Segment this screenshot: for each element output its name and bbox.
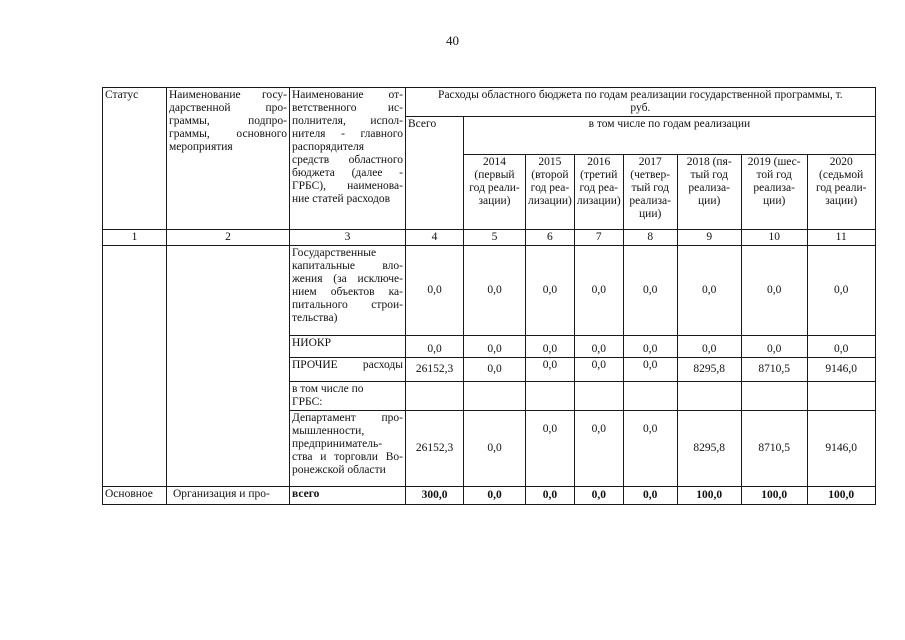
value-cell: 0,0 xyxy=(464,336,526,358)
header-executor: Наименование от- ветственного ис- полнителя, испол- нителя - главного распорядителя средств областного бюджета (далее - ГРБС), наименова- ние статей расходов xyxy=(290,88,406,230)
header-year-2019: 2019 (шес- той год реализа- ции) xyxy=(741,155,807,230)
col-number: 3 xyxy=(290,230,406,246)
value-cell: 0,0 xyxy=(677,336,741,358)
row-label: всего xyxy=(290,487,406,505)
value-cell: 0,0 xyxy=(623,336,677,358)
page-number: 40 xyxy=(446,33,459,48)
value-cell xyxy=(406,382,464,411)
row-label: НИОКР xyxy=(290,336,406,358)
value-cell: 0,0 xyxy=(464,358,526,382)
status-cell-empty xyxy=(103,246,167,487)
header-program-name: Наименование госу- дарственной про- граммы, подпро- граммы, основного мероприятия xyxy=(167,88,290,230)
value-cell xyxy=(464,382,526,411)
value-cell xyxy=(526,382,575,411)
value-cell: 9146,0 xyxy=(807,411,875,487)
value-cell: 0,0 xyxy=(526,411,575,487)
row-label: Департамент про- мышленности, предприниматель- ства и торговли Во- ронежской области xyxy=(290,411,406,487)
header-year-2020: 2020 (седьмой год реали- зации) xyxy=(807,155,875,230)
header-year-2016: 2016 (третий год реа- лизации) xyxy=(574,155,623,230)
value-cell: 0,0 xyxy=(526,358,575,382)
value-cell xyxy=(741,382,807,411)
value-cell: 0,0 xyxy=(623,358,677,382)
value-cell: 0,0 xyxy=(464,246,526,336)
col-number: 9 xyxy=(677,230,741,246)
header-by-years: в том числе по годам реализации xyxy=(464,117,876,155)
row-label: в том числе по ГРБС: xyxy=(290,382,406,411)
value-cell: 100,0 xyxy=(807,487,875,505)
col-number: 6 xyxy=(526,230,575,246)
value-cell xyxy=(623,382,677,411)
col-number: 10 xyxy=(741,230,807,246)
col-number: 5 xyxy=(464,230,526,246)
value-cell: 0,0 xyxy=(406,246,464,336)
header-total: Всего xyxy=(406,117,464,230)
value-cell: 0,0 xyxy=(526,336,575,358)
value-cell: 0,0 xyxy=(406,336,464,358)
value-cell: 0,0 xyxy=(623,411,677,487)
status-cell: Основное xyxy=(103,487,167,505)
table-row xyxy=(103,246,876,336)
col-number: 8 xyxy=(623,230,677,246)
value-cell xyxy=(807,382,875,411)
program-cell: Организация и про- xyxy=(167,487,290,505)
value-cell: 0,0 xyxy=(623,246,677,336)
col-number: 11 xyxy=(807,230,875,246)
value-cell: 100,0 xyxy=(677,487,741,505)
value-cell: 0,0 xyxy=(574,358,623,382)
value-cell: 9146,0 xyxy=(807,358,875,382)
value-cell: 26152,3 xyxy=(406,411,464,487)
header-year-2018: 2018 (пя- тый год реализа- ции) xyxy=(677,155,741,230)
value-cell: 0,0 xyxy=(807,246,875,336)
header-status: Статус xyxy=(103,88,167,230)
value-cell: 8710,5 xyxy=(741,411,807,487)
value-cell: 26152,3 xyxy=(406,358,464,382)
table-row xyxy=(103,487,876,505)
value-cell: 0,0 xyxy=(623,487,677,505)
header-expenses-title: Расходы областного бюджета по годам реализации государственной программы, т. руб. xyxy=(406,88,876,117)
value-cell: 0,0 xyxy=(741,336,807,358)
value-cell: 100,0 xyxy=(741,487,807,505)
value-cell: 0,0 xyxy=(464,411,526,487)
value-cell: 0,0 xyxy=(741,246,807,336)
value-cell: 8710,5 xyxy=(741,358,807,382)
col-number: 7 xyxy=(574,230,623,246)
value-cell: 300,0 xyxy=(406,487,464,505)
value-cell xyxy=(677,382,741,411)
value-cell: 0,0 xyxy=(574,336,623,358)
column-numbers-row xyxy=(103,230,876,246)
col-number: 1 xyxy=(103,230,167,246)
value-cell: 0,0 xyxy=(464,487,526,505)
row-label: Государственные капитальные вло- жения (за исключе- нием объектов ка- питального строи- тельства) xyxy=(290,246,406,336)
value-cell: 0,0 xyxy=(807,336,875,358)
header-year-2015: 2015 (второй год реа- лизации) xyxy=(526,155,575,230)
value-cell: 0,0 xyxy=(677,246,741,336)
col-number: 4 xyxy=(406,230,464,246)
value-cell: 8295,8 xyxy=(677,411,741,487)
value-cell: 8295,8 xyxy=(677,358,741,382)
value-cell: 0,0 xyxy=(526,246,575,336)
value-cell: 0,0 xyxy=(574,487,623,505)
value-cell xyxy=(574,382,623,411)
header-year-2017: 2017 (четвер- тый год реализа- ции) xyxy=(623,155,677,230)
row-label: ПРОЧИЕ расходы xyxy=(290,358,406,382)
budget-table xyxy=(102,87,876,505)
col-number: 2 xyxy=(167,230,290,246)
value-cell: 0,0 xyxy=(526,487,575,505)
value-cell: 0,0 xyxy=(574,411,623,487)
program-cell-empty xyxy=(167,246,290,487)
header-year-2014: 2014 (первый год реали- зации) xyxy=(464,155,526,230)
value-cell: 0,0 xyxy=(574,246,623,336)
